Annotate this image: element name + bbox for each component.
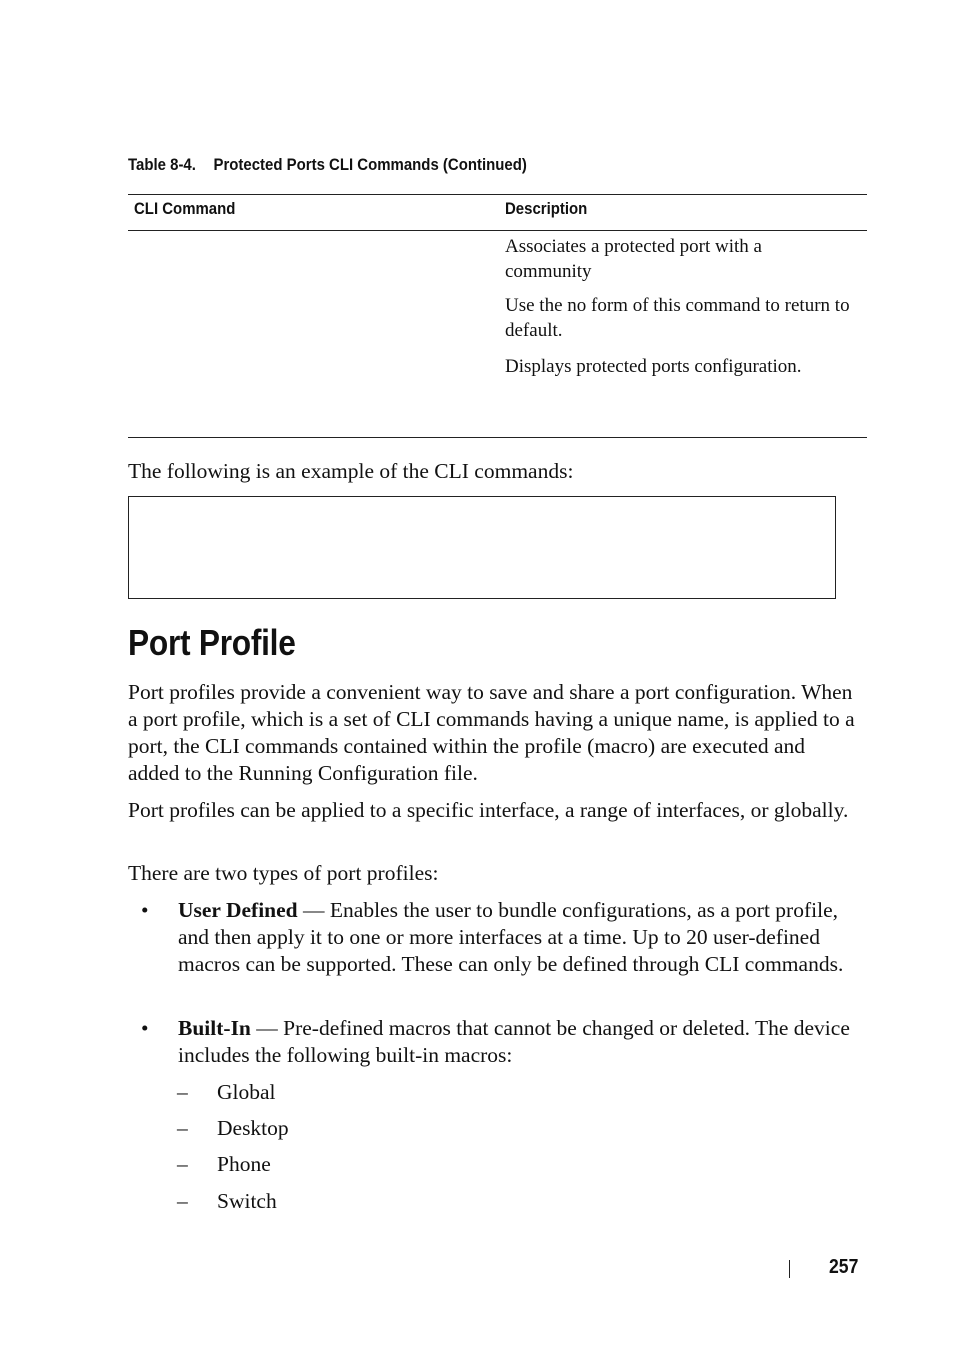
page-number: 257 (829, 1256, 859, 1278)
bullet-text-built-in: — Pre-defined macros that cannot be changed or deleted. The device includes the following built-in macros: (178, 1016, 850, 1067)
table-header-description: Description (505, 199, 588, 218)
table-bottom-rule (128, 437, 867, 438)
sub-list-dash: – (177, 1080, 188, 1104)
macro-item-switch: Switch (217, 1189, 277, 1213)
table-row-2-description: Use the no form of this command to return to default. (505, 295, 850, 341)
table-header-rule (128, 230, 867, 231)
paragraph-applied-scope: Port profiles can be applied to a specific interface, a range of interfaces, or globally. (128, 798, 849, 822)
table-row-3-description: Displays protected ports configuration. (505, 356, 802, 377)
sub-list-dash: – (177, 1116, 188, 1140)
macro-item-phone: Phone (217, 1152, 271, 1176)
page-number-separator (789, 1260, 790, 1278)
paragraph-types-intro: There are two types of port profiles: (128, 861, 439, 885)
section-title: Port Profile (128, 622, 296, 663)
sub-list-dash: – (177, 1152, 188, 1176)
sub-list-dash: – (177, 1189, 188, 1213)
table-caption-label: Table 8-4. (128, 155, 196, 174)
paragraph-port-profiles-intro: Port profiles provide a convenient way to save and share a port configuration. When a port profile, which is a set of CLI commands having a unique name, is applied to a port, the CLI commands contained within the profile (macro) are executed and added to the Running Configuration file. (128, 680, 855, 785)
bullet-built-in (178, 1015, 858, 1069)
table-row-1-description: Associates a protected port with a community (505, 236, 762, 282)
cli-example-box (128, 496, 836, 599)
macro-item-desktop: Desktop (217, 1116, 289, 1140)
bullet-term-built-in: Built-In (178, 1016, 251, 1040)
table-header-cli-command: CLI Command (134, 199, 236, 218)
bullet-user-defined (178, 897, 858, 978)
table-caption-title: Protected Ports CLI Commands (Continued) (213, 155, 527, 174)
macro-item-global: Global (217, 1080, 276, 1104)
bullet-marker: • (141, 898, 149, 922)
bullet-text-user-defined: — Enables the user to bundle configurations, as a port profile, and then apply it to one or more interfaces at a time. Up to 20 user-defined macros can be supported. These can only be defined through CLI commands. (178, 898, 844, 976)
table-top-rule (128, 194, 867, 195)
table-caption (128, 155, 527, 175)
bullet-marker: • (141, 1016, 149, 1040)
bullet-term-user-defined: User Defined (178, 898, 298, 922)
cli-example-intro: The following is an example of the CLI commands: (128, 459, 574, 483)
